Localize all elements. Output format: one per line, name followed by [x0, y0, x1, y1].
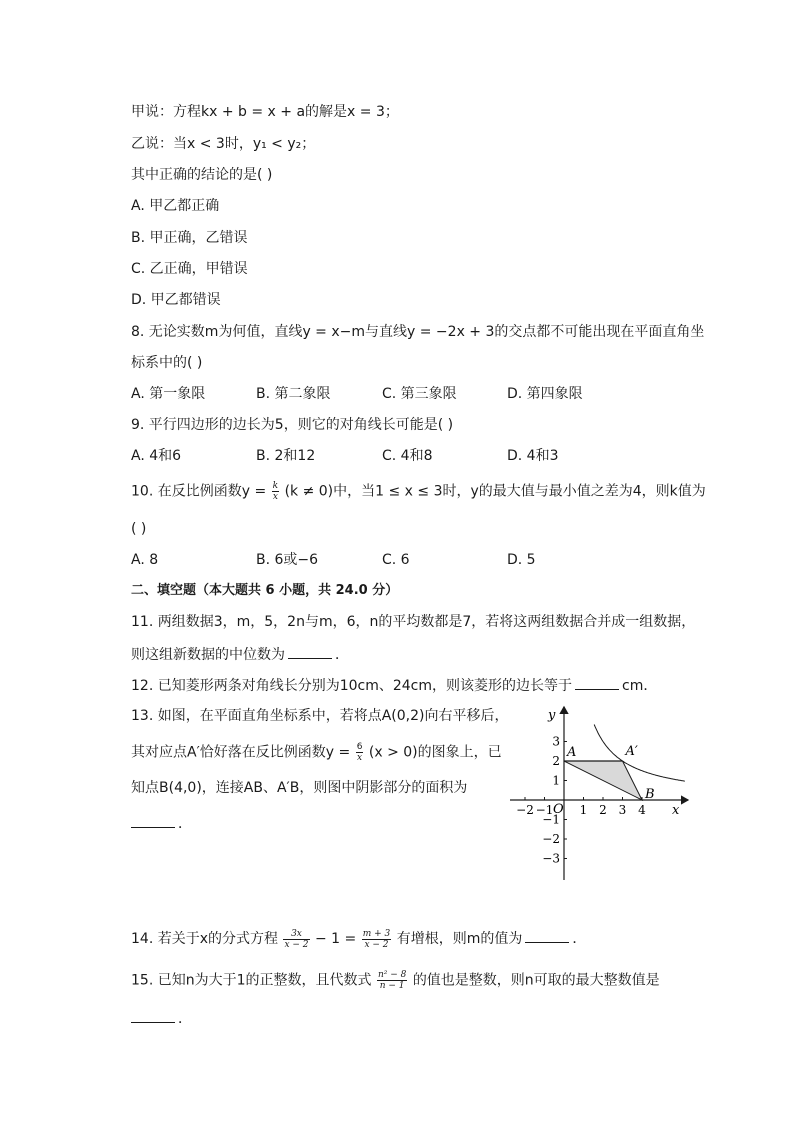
q12-unit: cm． — [622, 678, 658, 694]
q10-option-c: C. 6 — [382, 552, 410, 568]
q15-answer-line — [131, 1008, 192, 1029]
q7-stem: 其中正确的结论的是( ) — [131, 167, 273, 183]
q8-option-a: A. 第一象限 — [131, 386, 206, 402]
shaded-triangle — [564, 761, 642, 800]
q14-fraction-right-den: x − 2 — [364, 939, 389, 950]
point-a-prime-label: A′ — [625, 744, 638, 759]
x-tick-label: −1 — [535, 803, 554, 817]
y-tick-label: −2 — [542, 832, 560, 846]
q10-paren: ( ) — [131, 521, 147, 537]
q7-option-b: B. 甲正确，乙错误 — [131, 230, 248, 246]
q7-option-c: C. 乙正确，甲错误 — [131, 261, 248, 277]
q15-fraction-num: n² − 8 — [377, 970, 407, 980]
q9-option-c: C. 4和8 — [382, 448, 433, 464]
q10-fraction-num: k — [272, 481, 279, 491]
q14-fraction-left-den: x − 2 — [284, 939, 309, 950]
q11-stem-line2 — [131, 644, 349, 665]
q8-option-c: C. 第三象限 — [382, 386, 457, 402]
q11-stem-line1: 11. 两组数据3，m，5，2n与m，6，n的平均数都是7，若将这两组数据合并成一组数据， — [131, 614, 696, 630]
q7-option-a: A. 甲乙都正确 — [131, 198, 220, 214]
x-tick-label: 2 — [599, 803, 607, 817]
q13-stem-line1: 13. 如图，在平面直角坐标系中，若将点A(0,2)向右平移后， — [131, 708, 509, 724]
q14-fraction-right-num: m + 3 — [362, 928, 391, 939]
q13-stem-post: (x > 0)的图象上，已 — [368, 744, 502, 761]
q13-stem-line4 — [131, 813, 192, 834]
statement-jia: 甲说：方程kx + b = x + a的解是x = 3； — [131, 104, 399, 120]
point-b-label: B — [645, 787, 655, 802]
x-axis-label: x — [672, 803, 680, 818]
q10-option-a: A. 8 — [131, 552, 159, 568]
q10-option-b: B. 6或−6 — [256, 552, 319, 568]
q14-period: ． — [572, 931, 587, 947]
q14-stem — [131, 928, 586, 950]
q15-fraction-den: n − 1 — [379, 981, 405, 991]
q14-fraction-left — [283, 929, 309, 950]
q15-stem-post: 的值也是整数，则n可取的最大整数值是 — [412, 972, 660, 989]
q11-stem-text: 则这组新数据的中位数为 — [131, 647, 285, 663]
q11-answer-blank[interactable] — [288, 644, 332, 659]
point-a-label: A — [567, 745, 577, 760]
q12-stem-text: 12. 已知菱形两条对角线长分别为10cm、24cm，则该菱形的边长等于 — [131, 678, 573, 694]
x-tick-label: 3 — [618, 803, 627, 817]
y-tick-label: 1 — [552, 773, 560, 788]
q14-stem-pre: 14. 若关于x的分式方程 — [131, 931, 278, 947]
q13-coordinate-figure — [506, 704, 692, 884]
q15-stem — [131, 970, 660, 991]
origin-label: O — [553, 802, 564, 817]
q8-stem-line1: 8. 无论实数m为何值，直线y = x−m与直线y = −2x + 3的交点都不可能出现在平面直角坐 — [131, 324, 705, 340]
y-axis-label: y — [548, 708, 556, 723]
statement-yi: 乙说：当x < 3时，y₁ < y₂； — [131, 136, 316, 152]
y-tick-label: −1 — [542, 812, 560, 827]
q8-option-d: D. 第四象限 — [507, 386, 583, 402]
q15-period: ． — [178, 1011, 192, 1027]
q13-fraction-num: 6 — [356, 742, 363, 752]
q13-fraction — [356, 742, 364, 763]
q13-stem-line2 — [131, 742, 502, 763]
q14-answer-blank[interactable] — [525, 928, 569, 943]
y-tick-label: 2 — [552, 754, 560, 768]
q7-option-d: D. 甲乙都错误 — [131, 292, 221, 308]
q8-option-b: B. 第二象限 — [256, 386, 331, 402]
q15-answer-blank[interactable] — [131, 1008, 175, 1023]
q10-options — [131, 550, 691, 570]
q15-fraction — [377, 970, 407, 991]
q10-stem-pre: 10. 在反比例函数y = — [131, 483, 267, 500]
q9-option-d: D. 4和3 — [507, 448, 559, 464]
q9-option-b: B. 2和12 — [256, 448, 316, 464]
x-tick-label: 1 — [579, 803, 588, 817]
q13-period: ． — [178, 816, 192, 832]
q8-options — [131, 384, 691, 404]
q12-stem — [131, 675, 657, 696]
x-tick-label: 4 — [638, 803, 646, 817]
q14-fraction-right — [362, 929, 392, 950]
q13-answer-blank[interactable] — [131, 813, 175, 828]
q14-stem-mid: − 1 = — [314, 931, 357, 947]
q12-answer-blank[interactable] — [575, 675, 619, 690]
q8-stem-line2: 标系中的( ) — [131, 355, 203, 371]
q15-stem-pre: 15. 已知n为大于1的正整数，且代数式 — [131, 972, 372, 989]
x-tick-label: −2 — [516, 803, 534, 817]
q9-option-a: A. 4和6 — [131, 448, 182, 464]
q10-option-d: D. 5 — [507, 552, 536, 568]
y-tick-label: −3 — [542, 851, 560, 866]
q10-fraction — [272, 481, 279, 502]
q9-options — [131, 446, 691, 466]
q10-stem-post: (k ≠ 0)中，当1 ≤ x ≤ 3时，y的最大值与最小值之差为4，则k值为 — [284, 483, 706, 500]
q13-fraction-den: x — [357, 753, 363, 763]
q9-stem: 9. 平行四边形的边长为5，则它的对角线长可能是( ) — [131, 417, 454, 433]
q13-stem-line3: 知点B(4,0)，连接AB、A′B，则图中阴影部分的面积为 — [131, 780, 468, 796]
q11-period: ． — [335, 647, 349, 663]
q13-stem-pre: 其对应点A′恰好落在反比例函数y = — [131, 744, 351, 761]
section-2-heading: 二、填空题（本大题共 6 小题，共 24.0 分） — [131, 583, 399, 598]
q10-stem — [131, 481, 706, 502]
y-tick-label: 3 — [552, 734, 560, 749]
q14-stem-post: 有增根，则m的值为 — [396, 931, 523, 947]
coordinate-plane-svg — [506, 704, 692, 884]
q14-fraction-left-num: 3x — [283, 929, 309, 940]
q10-fraction-den: x — [272, 492, 278, 502]
